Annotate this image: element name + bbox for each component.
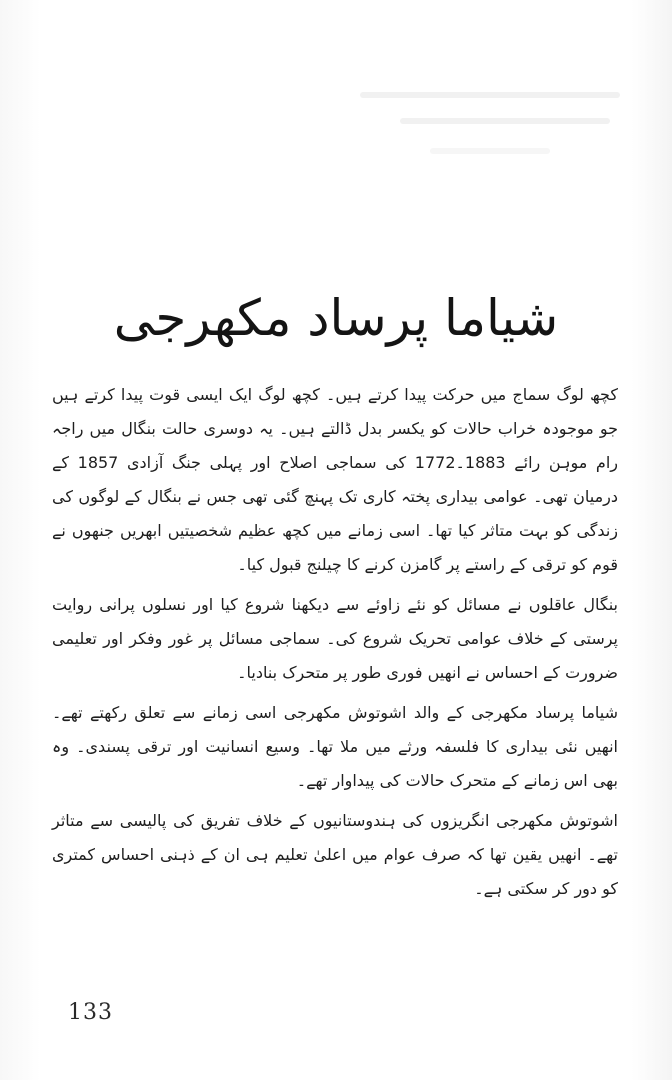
paragraph-1: کچھ لوگ سماج میں حرکت پیدا کرتے ہیں۔ کچھ لوگ ایک ایسی قوت پیدا کرتے ہیں جو موجودہ خراب حالات کو یکسر بدل ڈالتے ہیں۔ یہ دوسری حالت بنگال میں راجہ رام موہن رائے 1883۔1772 کی سماجی اصلاح اور پہلی جنگ آزادی 1857 کے درمیان تھی۔ عوامی بیداری پختہ کاری تک پہنچ گئی تھی جس نے بنگال کے لوگوں کی زندگی کو بہت متاثر کیا تھا۔ اسی زمانے میں کچھ عظیم شخصیتیں ابھریں جنھوں نے قوم کو ترقی کے راستے پر گامزن کرنے کا چیلنج قبول کیا۔ [52,385,619,574]
paragraph-4: اشوتوش مکھرجی انگریزوں کی ہندوستانیوں کے خلاف تفریق کی پالیسی سے متاثر تھے۔ انھیں یقین تھا کہ صرف عوام میں اعلیٰ تعلیم ہی ان کے ذہنی احساس کمتری کو دور کر سکتی ہے۔ [52,811,618,898]
page-number: 133 [68,1000,113,1025]
paragraph-2: بنگال عاقلوں نے مسائل کو نئے زاوئے سے دیکھنا شروع کیا اور نسلوں پرانی روایت پرستی کے خلاف عوامی تحریک شروع کی۔ سماجی مسائل پر غور وفکر اور تعلیمی ضرورت کے احساس نے انھیں فوری طور پر متحرک بنادیا۔ [52,595,618,682]
body-text [52,378,618,912]
show-through-line [400,118,610,124]
paragraph-3: شیاما پرساد مکھرجی کے والد اشوتوش مکھرجی اسی زمانے سے تعلق رکھتے تھے۔ انھیں نئی بیداری کا فلسفہ ورثے میں ملا تھا۔ وسیع انسانیت اور ترقی پسندی۔ وہ بھی اس زمانے کے متحرک حالات کی پیداوار تھے۔ [52,703,618,790]
show-through-line [360,92,620,98]
show-through-line [430,148,550,154]
chapter-title: شیاما پرساد مکھرجی [113,288,559,347]
